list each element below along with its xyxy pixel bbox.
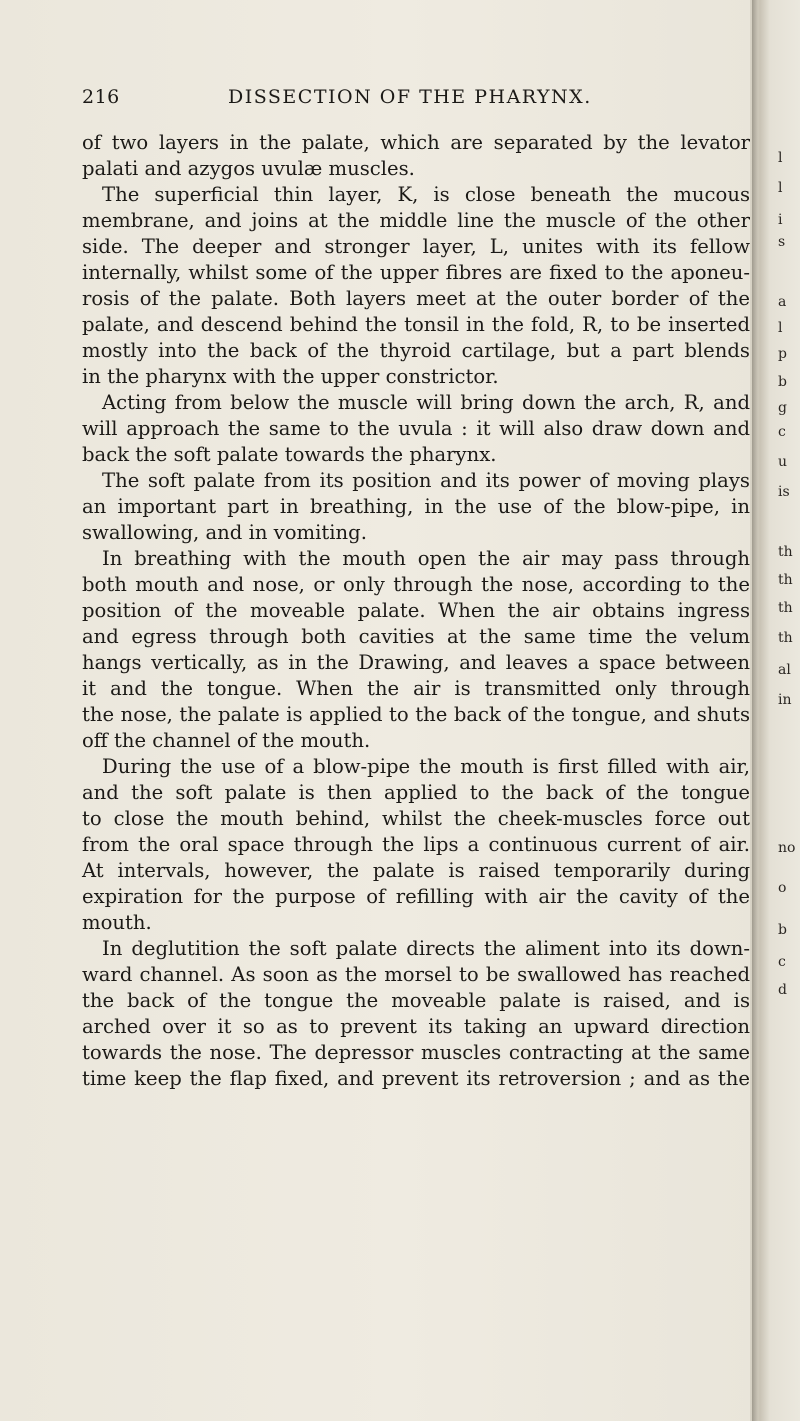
text-line: In deglutition the soft palate directs the aliment into its down-: [102, 937, 750, 960]
text-line: The superficial thin layer, K, is close beneath the mucous: [102, 183, 750, 206]
facing-page-fragment: no: [778, 840, 796, 856]
facing-page-fragment: l: [778, 180, 783, 196]
facing-page-fragment: c: [778, 954, 786, 970]
text-line: time keep the flap fixed, and prevent its retroversion ; and as the: [82, 1067, 750, 1090]
text-line: in the pharynx with the upper constrictor.: [82, 365, 499, 388]
facing-page-fragment: b: [778, 922, 787, 938]
facing-page-fragment: th: [778, 630, 793, 646]
running-title: DISSECTION OF THE PHARYNX.: [228, 86, 592, 108]
text-line: Acting from below the muscle will bring down the arch, R, and: [102, 391, 750, 414]
text-line: swallowing, and in vomiting.: [82, 521, 367, 544]
text-line: At intervals, however, the palate is raised temporarily during: [82, 859, 750, 882]
text-line: hangs vertically, as in the Drawing, and leaves a space between: [82, 651, 750, 674]
facing-page-fragment: l: [778, 320, 783, 336]
text-line: palate, and descend behind the tonsil in the fold, R, to be inserted: [82, 313, 750, 336]
text-line: will approach the same to the uvula : it will also draw down and: [82, 417, 750, 440]
text-line: The soft palate from its position and its power of moving plays: [102, 469, 750, 492]
facing-page-fragment: b: [778, 374, 787, 390]
text-line: and the soft palate is then applied to the back of the tongue: [82, 781, 750, 804]
text-line: internally, whilst some of the upper fibres are fixed to the aponeu-: [82, 261, 750, 284]
text-line: from the oral space through the lips a continuous current of air.: [82, 833, 750, 856]
facing-page-fragment: al: [778, 662, 791, 678]
text-line: During the use of a blow-pipe the mouth is first filled with air,: [102, 755, 750, 778]
facing-page-fragment: g: [778, 400, 787, 416]
text-line: of two layers in the palate, which are separated by the levator: [82, 131, 750, 154]
facing-page-fragment: s: [778, 234, 786, 250]
text-line: position of the moveable palate. When the air obtains ingress: [82, 599, 750, 622]
facing-page-fragment: p: [778, 346, 787, 362]
gutter-shadow: [752, 0, 758, 1421]
text-line: palati and azygos uvulæ muscles.: [82, 157, 415, 180]
running-head: [82, 86, 642, 114]
text-line: an important part in breathing, in the use of the blow-pipe, in: [82, 495, 750, 518]
text-line: and egress through both cavities at the same time the velum: [82, 625, 750, 648]
facing-page-fragment: th: [778, 572, 793, 588]
text-line: rosis of the palate. Both layers meet at the outer border of the: [82, 287, 750, 310]
text-line: mouth.: [82, 911, 152, 934]
facing-page-fragment: i: [778, 212, 783, 228]
text-line: it and the tongue. When the air is transmitted only through: [82, 677, 750, 700]
text-line: off the channel of the mouth.: [82, 729, 371, 752]
facing-page-fragment: o: [778, 880, 787, 896]
facing-page-fragment: c: [778, 424, 786, 440]
text-line: back the soft palate towards the pharynx.: [82, 443, 497, 466]
page-number: 216: [82, 86, 120, 108]
text-line: arched over it so as to prevent its taking an upward direction: [82, 1015, 750, 1038]
text-line: membrane, and joins at the middle line the muscle of the other: [82, 209, 750, 232]
text-line: ward channel. As soon as the morsel to be swallowed has reached: [82, 963, 750, 986]
text-line: side. The deeper and stronger layer, L, unites with its fellow: [82, 235, 750, 258]
facing-page-fragment: in: [778, 692, 792, 708]
facing-page-fragment: u: [778, 454, 788, 470]
text-line: to close the mouth behind, whilst the cheek-muscles force out: [82, 807, 750, 830]
facing-page-fragment: l: [778, 150, 783, 166]
facing-page-fragment: is: [778, 484, 790, 500]
facing-page-fragment: th: [778, 544, 793, 560]
text-line: mostly into the back of the thyroid cartilage, but a part blends: [82, 339, 750, 362]
facing-page-fragment: d: [778, 982, 787, 998]
text-line: both mouth and nose, or only through the nose, according to the: [82, 573, 750, 596]
text-line: towards the nose. The depressor muscles contracting at the same: [82, 1041, 750, 1064]
facing-page-fragment: th: [778, 600, 793, 616]
text-line: the nose, the palate is applied to the back of the tongue, and shuts: [82, 703, 750, 726]
text-line: expiration for the purpose of refilling with air the cavity of the: [82, 885, 750, 908]
facing-page-fragment: a: [778, 294, 787, 310]
text-line: In breathing with the mouth open the air may pass through: [102, 547, 750, 570]
text-line: the back of the tongue the moveable palate is raised, and is: [82, 989, 750, 1012]
